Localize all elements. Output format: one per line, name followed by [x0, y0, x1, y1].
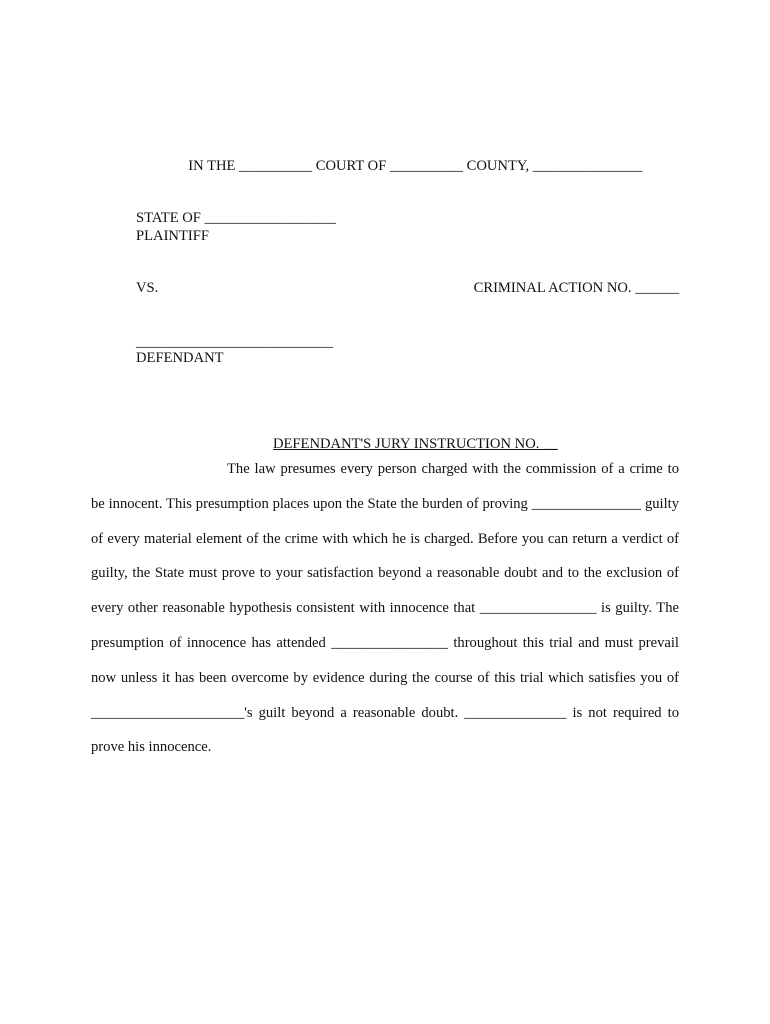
instruction-title-text: DEFENDANT'S JURY INSTRUCTION NO. __ — [272, 436, 558, 452]
plaintiff-state-line: STATE OF __________________ — [136, 210, 336, 226]
versus-label: VS. — [136, 280, 159, 296]
instruction-paragraph: The law presumes every person charged with the commission of a crime to be innocent. This presumption places upon the State the burden of proving _______________ guilty of every material element of the crime with which he is charged. Before you can return a verdict of guilty, the State must prove to your satisfaction beyond a reasonable doubt and to the exclusion of every other reasonable hypothesis consistent with innocence that ________________ is guilty. The presumption of innocence has attended ________________ throughout this trial and must prevail now unless it has been overcome by evidence during the course of this trial which satisfies you of _____________________'s guilt beyond a reasonable doubt. ______________ is not required to prove his innocence. — [91, 461, 679, 756]
court-heading — [0, 141, 770, 192]
defendant-label: DEFENDANT — [136, 350, 224, 366]
criminal-action-number: CRIMINAL ACTION NO. ______ — [473, 280, 679, 296]
instruction-body — [91, 452, 679, 765]
court-heading-text: IN THE __________ COURT OF __________ COUNTY, _______________ — [188, 158, 643, 174]
plaintiff-label: PLAINTIFF — [136, 228, 209, 244]
defendant-name-blank: ___________________________ — [136, 334, 334, 350]
